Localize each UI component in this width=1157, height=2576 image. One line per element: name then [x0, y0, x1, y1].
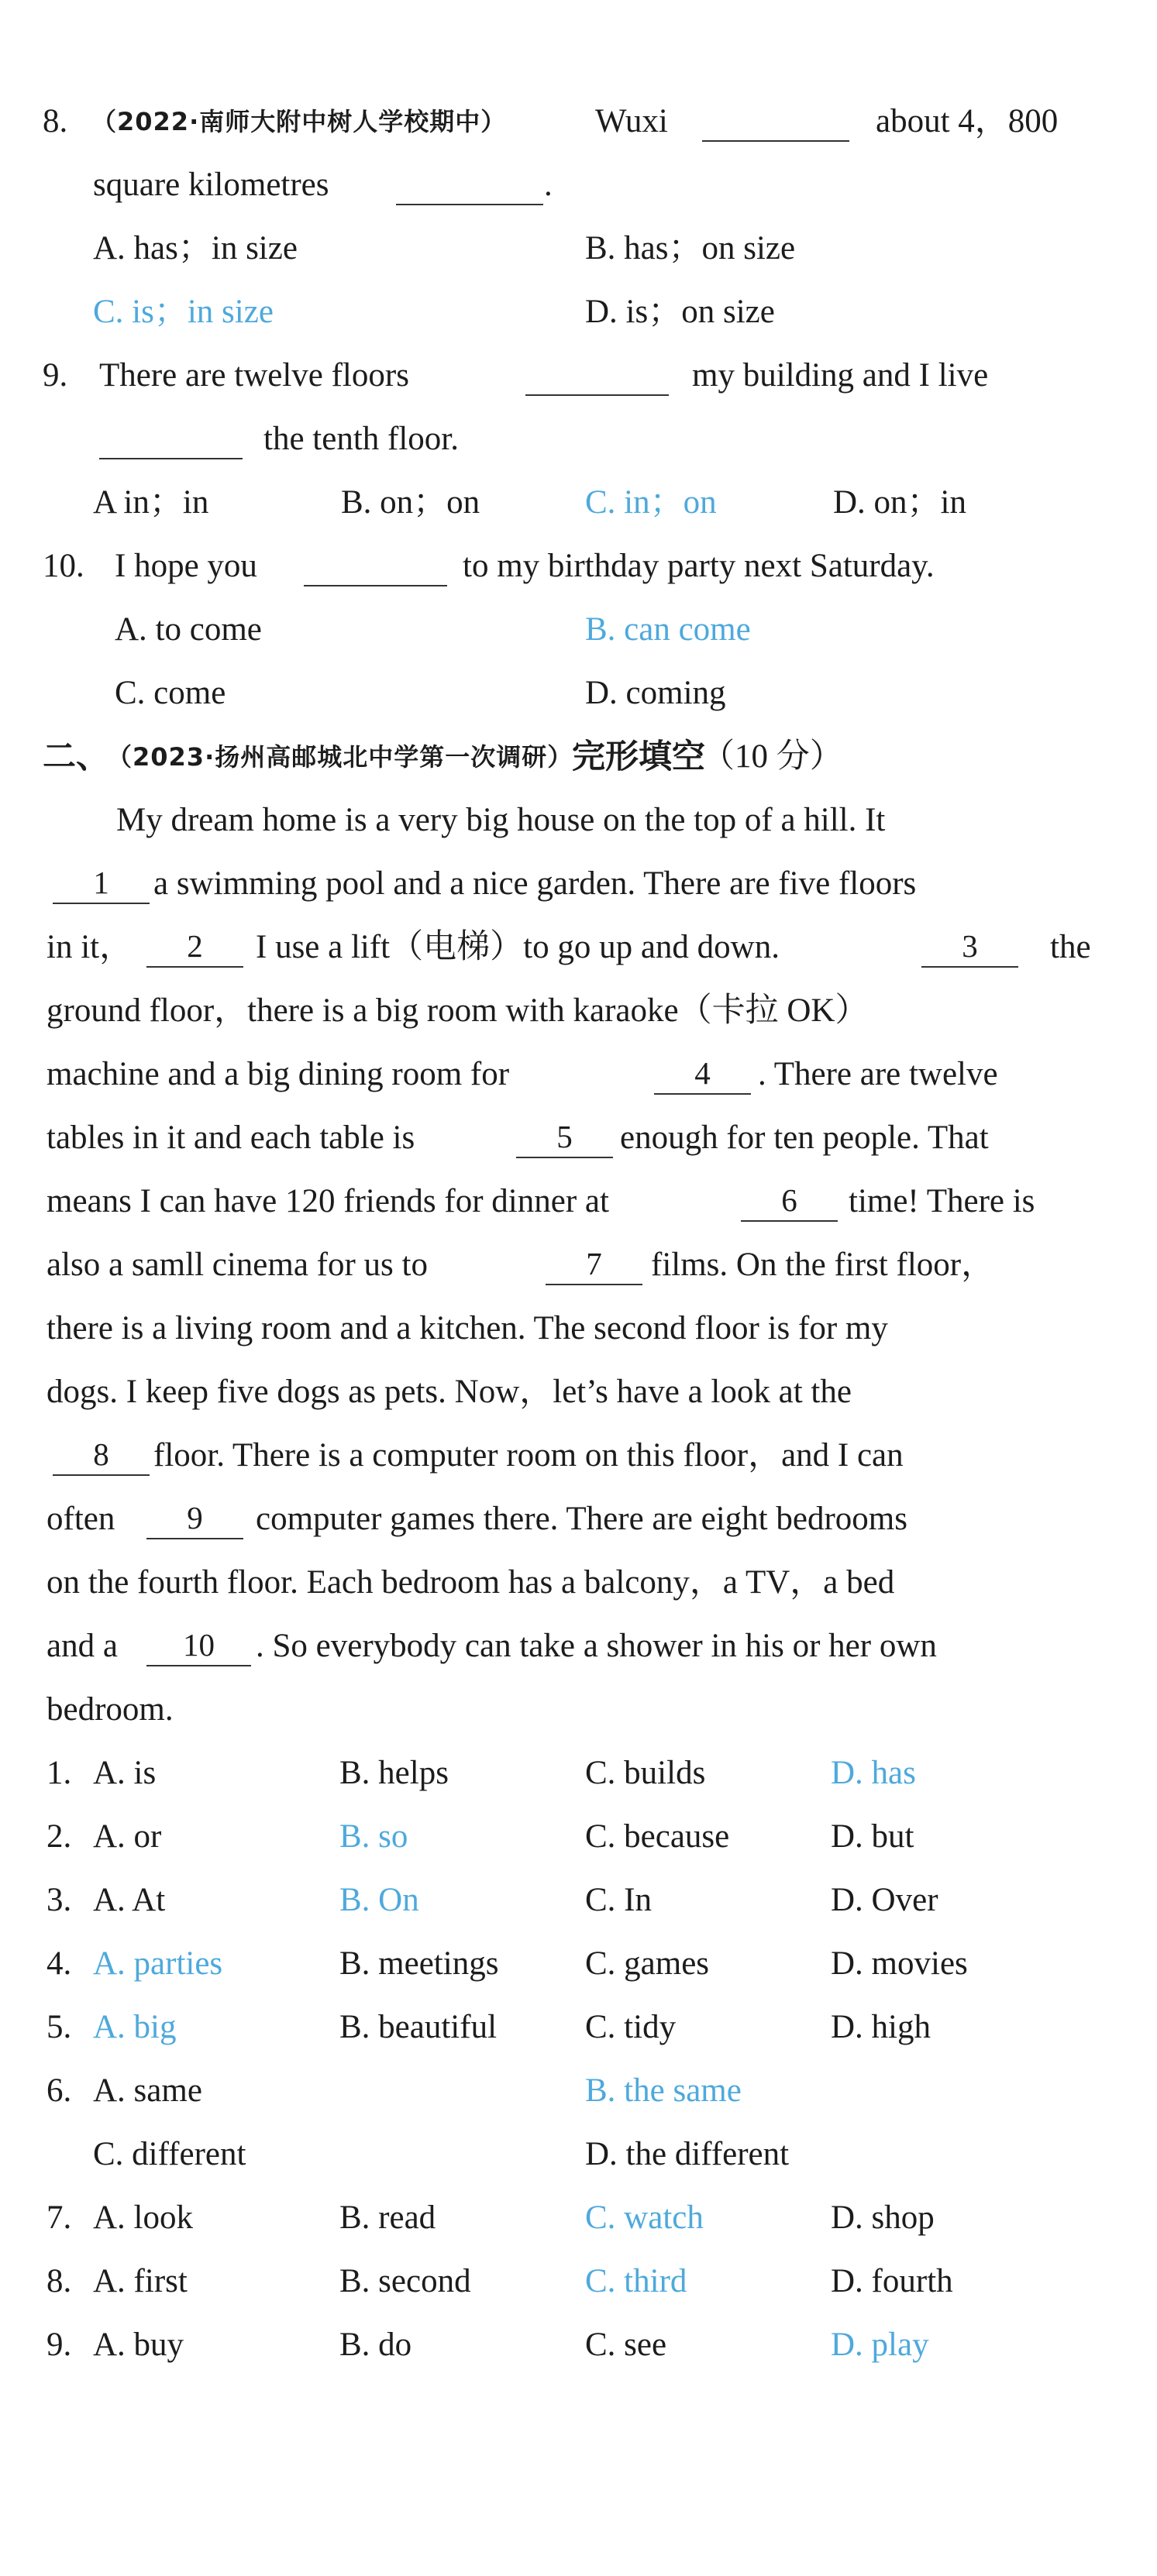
cloze-option-row-6 — [0, 2122, 1157, 2187]
passage-text: I use a lift（电梯）to go up and down. — [256, 929, 780, 965]
passage-text: bedroom. — [46, 1691, 174, 1728]
q9-number: 9. — [43, 357, 68, 394]
q10-option-a: A. to come — [115, 611, 262, 648]
q9-stem-line2: the tenth floor. — [263, 421, 459, 457]
cloze-blank-8: 8 — [53, 1431, 150, 1476]
q10-options-row1 — [0, 597, 1157, 662]
cloze-option: D. fourth — [831, 2263, 953, 2299]
passage-line-6 — [0, 1106, 1157, 1171]
q8-blank-1 — [702, 97, 849, 142]
cloze-option: B. do — [339, 2327, 412, 2363]
passage-text: enough for ten people. That — [620, 1119, 989, 1156]
q10-option-b-answer: B. can come — [585, 611, 751, 648]
cloze-option: D. Over — [831, 1882, 938, 1918]
passage-text: floor. There is a computer room on this floor，and I can — [153, 1437, 904, 1474]
passage-line-13 — [0, 1550, 1157, 1615]
passage-text: on the fourth floor. Each bedroom has a balcony，a TV，a bed — [46, 1564, 895, 1601]
passage-text: films. On the first floor， — [651, 1247, 995, 1283]
q9-stem-part2: my building and I live — [692, 357, 989, 394]
cloze-option: D. the different — [585, 2136, 790, 2172]
q9-line1 — [0, 343, 1157, 408]
q9-option-d: D. on；in — [833, 484, 966, 521]
passage-text: computer games there. There are eight bedrooms — [256, 1501, 907, 1537]
q8-source: （2022·南师大附中树人学校期中） — [91, 107, 507, 136]
passage-text: tables in it and each table is — [46, 1119, 415, 1156]
passage-text: machine and a big dining room for — [46, 1056, 510, 1092]
q9-line2 — [0, 407, 1157, 472]
q8-blank-2 — [396, 160, 543, 205]
cloze-option: C. see — [585, 2327, 667, 2363]
cloze-option: B. second — [339, 2263, 471, 2299]
passage-text: also a samll cinema for us to — [46, 1247, 428, 1283]
q10-stem-part1: I hope you — [115, 548, 257, 584]
cloze-option-answer: B. On — [339, 1882, 419, 1918]
q8-stem-part2: about 4，800 — [876, 103, 1059, 139]
q8-option-a: A. has；in size — [93, 230, 298, 267]
cloze-option: C. different — [93, 2136, 246, 2172]
passage-line-9 — [0, 1296, 1157, 1361]
cloze-option: C. In — [585, 1882, 652, 1918]
cloze-blank-5: 5 — [516, 1113, 613, 1158]
section2-prefix: 二、 — [43, 738, 109, 776]
cloze-option: D. shop — [831, 2199, 935, 2236]
passage-line-3 — [0, 915, 1157, 980]
cloze-blank-10: 10 — [146, 1622, 251, 1666]
cloze-option: A. is — [93, 1755, 157, 1791]
passage-text: there is a living room and a kitchen. The second floor is for my — [46, 1310, 888, 1346]
cloze-option: A. At — [93, 1882, 166, 1918]
cloze-blank-6: 6 — [741, 1177, 838, 1222]
passage-line-11 — [0, 1423, 1157, 1488]
q9-options-row — [0, 470, 1157, 535]
q8-line2 — [0, 153, 1157, 218]
cloze-option: C. games — [585, 1945, 710, 1982]
passage-text: the — [1050, 929, 1091, 965]
cloze-option-number: 7. — [46, 2199, 72, 2236]
cloze-option: B. read — [339, 2199, 436, 2236]
passage-text: means I can have 120 friends for dinner at — [46, 1183, 609, 1219]
cloze-option-answer: A. big — [93, 2009, 177, 2045]
q10-blank — [304, 542, 447, 586]
cloze-option-row — [0, 1868, 1157, 1933]
cloze-option-row — [0, 1995, 1157, 2060]
q9-option-a: A in；in — [93, 484, 209, 521]
q9-option-b: B. on；on — [341, 484, 480, 521]
q8-stem-line2a: square kilometres — [93, 167, 329, 203]
cloze-option-answer: B. so — [339, 1818, 408, 1855]
cloze-blank-9: 9 — [146, 1494, 243, 1539]
cloze-option-answer: C. watch — [585, 2199, 704, 2236]
cloze-option: B. beautiful — [339, 2009, 498, 2045]
section2-source: （2023·扬州高邮城北中学第一次调研） — [107, 742, 573, 772]
section2-score: （10 分） — [701, 738, 843, 775]
cloze-option: C. because — [585, 1818, 730, 1855]
q8-option-b: B. has；on size — [585, 230, 796, 267]
cloze-option: C. builds — [585, 1755, 706, 1791]
passage-text: time! There is — [849, 1183, 1035, 1219]
cloze-option: A. same — [93, 2072, 202, 2109]
cloze-option-answer: C. third — [585, 2263, 687, 2299]
cloze-option-row — [0, 2186, 1157, 2251]
cloze-option: D. high — [831, 2009, 931, 2045]
passage-text: . So everybody can take a shower in his or her own — [256, 1628, 937, 1664]
cloze-option: A. look — [93, 2199, 193, 2236]
passage-line-2 — [0, 851, 1157, 917]
cloze-option-row — [0, 1931, 1157, 1996]
cloze-blank-1: 1 — [53, 859, 150, 904]
cloze-option: A. buy — [93, 2327, 184, 2363]
passage-line-12 — [0, 1487, 1157, 1552]
cloze-option-number: 6. — [46, 2072, 72, 2109]
cloze-option: C. tidy — [585, 2009, 677, 2045]
passage-line-7 — [0, 1169, 1157, 1234]
cloze-option: D. movies — [831, 1945, 968, 1982]
q8-stem-line2b: . — [544, 167, 553, 203]
section2-heading — [0, 724, 1157, 789]
cloze-option-number: 3. — [46, 1882, 72, 1918]
cloze-blank-4: 4 — [654, 1050, 751, 1095]
cloze-option-number: 5. — [46, 2009, 72, 2045]
cloze-option: D. but — [831, 1818, 914, 1855]
cloze-option-answer: A. parties — [93, 1945, 223, 1982]
passage-text: in it， — [46, 929, 133, 965]
q10-number: 10. — [43, 548, 84, 584]
cloze-option-row — [0, 1741, 1157, 1806]
passage-text: often — [46, 1501, 115, 1537]
cloze-option: B. helps — [339, 1755, 449, 1791]
passage-text: and a — [46, 1628, 118, 1664]
q9-stem-part1: There are twelve floors — [99, 357, 409, 394]
cloze-option-answer: D. has — [831, 1755, 916, 1791]
passage-line-8 — [0, 1233, 1157, 1298]
cloze-blank-7: 7 — [546, 1240, 642, 1285]
passage-text: ground floor，there is a big room with karaoke（卡拉 OK） — [46, 992, 869, 1029]
passage-text: dogs. I keep five dogs as pets. Now，let’s have a look at the — [46, 1374, 852, 1410]
cloze-option-number: 9. — [46, 2327, 72, 2363]
q10-options-row2 — [0, 661, 1157, 726]
cloze-option-number: 8. — [46, 2263, 72, 2299]
q8-options-row1 — [0, 216, 1157, 281]
q8-options-row2 — [0, 280, 1157, 345]
passage-line-14 — [0, 1614, 1157, 1679]
q9-blank-1 — [525, 351, 669, 396]
cloze-option-answer: D. play — [831, 2327, 929, 2363]
cloze-option: A. first — [93, 2263, 188, 2299]
cloze-option: A. or — [93, 1818, 162, 1855]
cloze-option: B. meetings — [339, 1945, 499, 1982]
cloze-option-row — [0, 2249, 1157, 2314]
q10-option-c: C. come — [115, 675, 226, 711]
cloze-option-number: 2. — [46, 1818, 72, 1855]
q8-line1 — [0, 89, 1157, 154]
cloze-option-answer: B. the same — [585, 2072, 742, 2109]
passage-text: My dream home is a very big house on the top of a hill. It — [116, 802, 886, 838]
cloze-option-row-6 — [0, 2058, 1157, 2124]
q8-stem-part1: Wuxi — [595, 103, 668, 139]
cloze-blank-3: 3 — [921, 923, 1018, 968]
passage-line-10 — [0, 1360, 1157, 1425]
q8-option-c-answer: C. is；in size — [93, 294, 274, 330]
q9-blank-2 — [99, 414, 243, 459]
passage-line-4 — [0, 978, 1157, 1044]
q9-option-c-answer: C. in；on — [585, 484, 717, 521]
cloze-option-number: 4. — [46, 1945, 72, 1982]
cloze-blank-2: 2 — [146, 923, 243, 968]
q8-number: 8. — [43, 103, 68, 139]
passage-text: a swimming pool and a nice garden. There are five floors — [153, 865, 917, 902]
q10-stem-part2: to my birthday party next Saturday. — [463, 548, 935, 584]
passage-line-5 — [0, 1042, 1157, 1107]
cloze-option-row — [0, 2313, 1157, 2378]
q10-option-d: D. coming — [585, 675, 726, 711]
cloze-option-number: 1. — [46, 1755, 72, 1791]
passage-text: . There are twelve — [758, 1056, 998, 1092]
q8-option-d: D. is；on size — [585, 294, 775, 330]
q10-line1 — [0, 534, 1157, 599]
cloze-option-row — [0, 1804, 1157, 1869]
passage-line-1 — [0, 788, 1157, 853]
section2-title: 完形填空 — [572, 738, 705, 776]
passage-line-15 — [0, 1677, 1157, 1742]
